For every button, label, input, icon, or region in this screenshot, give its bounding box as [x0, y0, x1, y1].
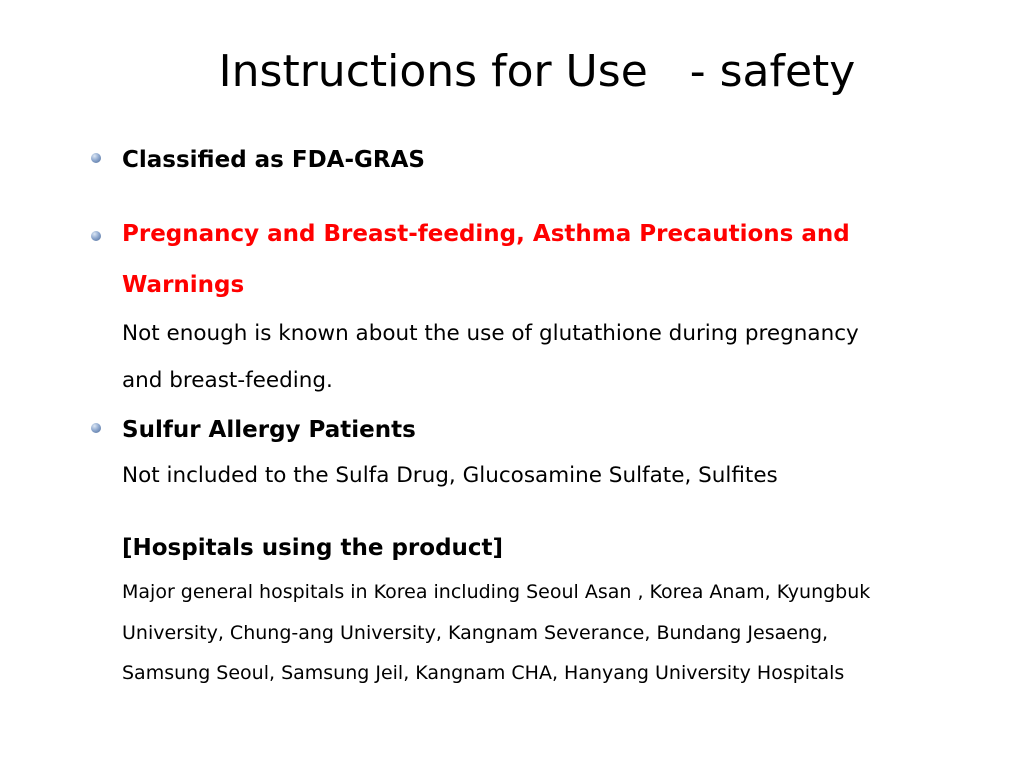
- slide-title: Instructions for Use - safety: [218, 46, 856, 97]
- bullet-3-dot: [91, 423, 101, 433]
- bullet-1-dot: [91, 153, 101, 163]
- hospitals-line1: Major general hospitals in Korea including Seoul Asan , Korea Anam, Kyungbuk: [122, 581, 871, 603]
- hospitals-line3: Samsung Seoul, Samsung Jeil, Kangnam CHA, Hanyang University Hospitals: [122, 662, 845, 684]
- bullet-2-body-line2: and breast-feeding.: [122, 368, 333, 393]
- bullet-2-dot: [91, 231, 101, 241]
- bullet-2-heading-line1: Pregnancy and Breast-feeding, Asthma Precautions and: [122, 221, 850, 247]
- bullet-1-heading: Classified as FDA-GRAS: [122, 147, 425, 173]
- hospitals-heading: [Hospitals using the product]: [122, 535, 504, 561]
- bullet-2-body-line1: Not enough is known about the use of glutathione during pregnancy: [122, 321, 859, 346]
- hospitals-line2: University, Chung-ang University, Kangnam Severance, Bundang Jesaeng,: [122, 622, 829, 644]
- bullet-2-heading-line2: Warnings: [122, 272, 245, 298]
- bullet-3-heading: Sulfur Allergy Patients: [122, 417, 416, 443]
- bullet-3-body-line1: Not included to the Sulfa Drug, Glucosamine Sulfate, Sulfites: [122, 463, 778, 488]
